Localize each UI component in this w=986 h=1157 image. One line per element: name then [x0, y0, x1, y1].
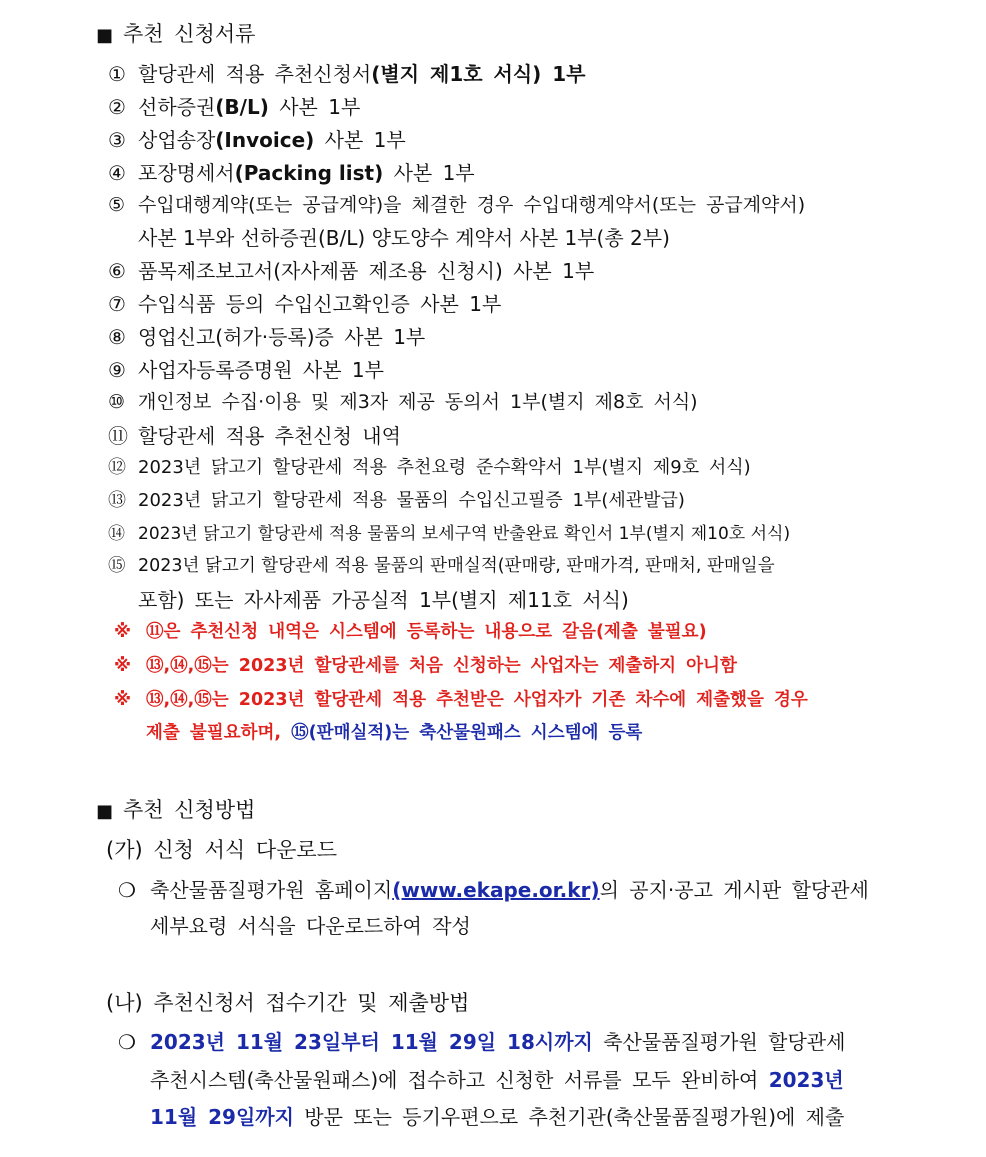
section-title: 추천 신청방법	[123, 798, 256, 822]
list-item	[108, 420, 401, 449]
item-text: 2023년 닭고기 할당관세 적용 물품의 수입신고필증 1부(세관발급)	[138, 490, 685, 511]
note-text: ⑬,⑭,⑮는 2023년 할당관세를 처음 신청하는 사업자는 제출하지 아니함	[146, 656, 737, 676]
item-text: 2023년 닭고기 할당관세 적용 물품의 판매실적(판매량, 판매가격, 판매처, 판매일을	[138, 556, 775, 576]
deadline-date: 11월 29일까지	[150, 1105, 294, 1129]
item-text: 2023년 닭고기 할당관세 적용 물품의 보세구역 반출완료 확인서 1부(별지 제10호 서식)	[138, 524, 791, 544]
note-text-blue: ⑮(판매실적)는 축산물원패스 시스템에 등록	[291, 723, 643, 743]
bullet-text: 추천시스템(축산물원패스)에 접수하고 신청한 서류를 모두 완비하여	[150, 1068, 769, 1092]
deadline-year: 2023년	[768, 1068, 844, 1092]
submission-period: 2023년 11월 23일부터 11월 29일 18시까지	[150, 1030, 593, 1054]
list-item	[108, 255, 594, 284]
item-number: ②	[108, 95, 126, 119]
bullet-text: 의 공지·공고 게시판 할당관세	[599, 878, 869, 902]
ekape-website-link[interactable]: (www.ekape.or.kr)	[392, 878, 600, 902]
bullet-text: 축산물품질평가원 할당관세	[592, 1030, 846, 1054]
bullet-download-continuation: 세부요령 서식을 다운로드하여 작성	[150, 914, 471, 938]
item-text: 영업신고(허가·등록)증 사본 1부	[138, 325, 426, 349]
note-text-red: 제출 불필요하며,	[146, 723, 292, 743]
item-number: ⑥	[108, 259, 126, 283]
bullet-text: 방문 또는 등기우편으로 추천기관(축산물품질평가원)에 제출	[293, 1105, 845, 1129]
item-number: ⑤	[108, 194, 126, 216]
item-number: ⑦	[108, 292, 126, 316]
item-text: 포장명세서	[138, 161, 235, 185]
note-text: ⑪은 추천신청 내역은 시스템에 등록하는 내용으로 갈음(제출 불필요)	[146, 622, 707, 642]
list-item	[108, 91, 360, 120]
item-text: 사본 1부	[383, 161, 475, 185]
bullet-submission-continuation	[150, 1064, 844, 1093]
list-item	[108, 486, 685, 512]
bullet-submission-continuation-2	[150, 1101, 844, 1130]
list-item	[108, 157, 475, 186]
item-number: ①	[108, 62, 126, 86]
item-text-bold: (Invoice)	[215, 128, 315, 152]
section-heading-documents	[96, 18, 255, 48]
item-number: ⑩	[108, 391, 126, 413]
note-3	[114, 686, 808, 711]
item-text: 할당관세 적용 추천신청 내역	[138, 424, 401, 448]
list-item	[108, 387, 698, 414]
list-item	[108, 321, 425, 350]
note-1	[114, 618, 707, 643]
item-text: 수입식품 등의 수입신고확인증 사본 1부	[138, 292, 502, 316]
square-bullet-icon: ■	[96, 801, 114, 822]
item-number: ⑬	[108, 490, 126, 511]
circle-bullet-icon: ❍	[118, 878, 136, 902]
item-number: ③	[108, 128, 126, 152]
circle-bullet-icon: ❍	[118, 1030, 136, 1054]
list-item-continuation: 포함) 또는 자사제품 가공실적 1부(별지 제11호 서식)	[138, 588, 629, 612]
item-number: ⑧	[108, 325, 126, 349]
item-number: ⑭	[108, 524, 125, 544]
list-item	[108, 453, 751, 479]
item-number: ⑨	[108, 358, 126, 382]
item-text: 할당관세 적용 추천신청서	[138, 62, 372, 86]
bullet-text: 축산물품질평가원 홈페이지	[150, 878, 393, 902]
item-text: 개인정보 수집·이용 및 제3자 제공 동의서 1부(별지 제8호 서식)	[138, 391, 698, 413]
note-mark-icon: ※	[114, 622, 132, 642]
section-heading-method	[96, 794, 255, 824]
list-item	[108, 552, 775, 577]
item-text: 사업자등록증명원 사본 1부	[138, 358, 384, 382]
item-text-bold: (Packing list)	[234, 161, 384, 185]
item-text: 사본 1부	[268, 95, 361, 119]
list-item	[108, 288, 501, 317]
section-title: 추천 신청서류	[123, 22, 256, 46]
item-text: 사본 1부	[314, 128, 406, 152]
square-bullet-icon: ■	[96, 25, 114, 46]
item-text-bold: (별지 제1호 서식) 1부	[371, 62, 586, 86]
item-number: ④	[108, 161, 126, 185]
note-2	[114, 652, 737, 677]
subheading-submission: (나) 추천신청서 접수기간 및 제출방법	[106, 991, 470, 1015]
note-text: ⑬,⑭,⑮는 2023년 할당관세 적용 추천받은 사업자가 기존 차수에 제출했을 경우	[146, 690, 808, 710]
note-mark-icon: ※	[114, 656, 132, 676]
item-number: ⑫	[108, 457, 126, 478]
item-number: ⑪	[108, 424, 128, 448]
item-number: ⑮	[108, 556, 126, 576]
list-item	[108, 519, 790, 544]
list-item-continuation: 사본 1부와 선하증권(B/L) 양도양수 계약서 사본 1부(총 2부)	[138, 226, 670, 250]
note-mark-icon: ※	[114, 690, 132, 710]
list-item	[108, 124, 406, 153]
item-text: 수입대행계약(또는 공급계약)을 체결한 경우 수입대행계약서(또는 공급계약서)	[138, 194, 806, 216]
list-item	[108, 58, 586, 87]
list-item	[108, 190, 805, 217]
item-text: 품목제조보고서(자사제품 제조용 신청시) 사본 1부	[138, 259, 595, 283]
item-text: 2023년 닭고기 할당관세 적용 추천요령 준수확약서 1부(별지 제9호 서식)	[138, 457, 751, 478]
item-text: 선하증권	[138, 95, 216, 119]
subheading-download: (가) 신청 서식 다운로드	[106, 838, 337, 862]
list-item	[108, 354, 384, 383]
item-text: 상업송장	[138, 128, 216, 152]
bullet-download	[118, 874, 869, 903]
note-3-continuation	[146, 719, 642, 744]
item-text-bold: (B/L)	[215, 95, 269, 119]
bullet-submission	[118, 1026, 845, 1055]
